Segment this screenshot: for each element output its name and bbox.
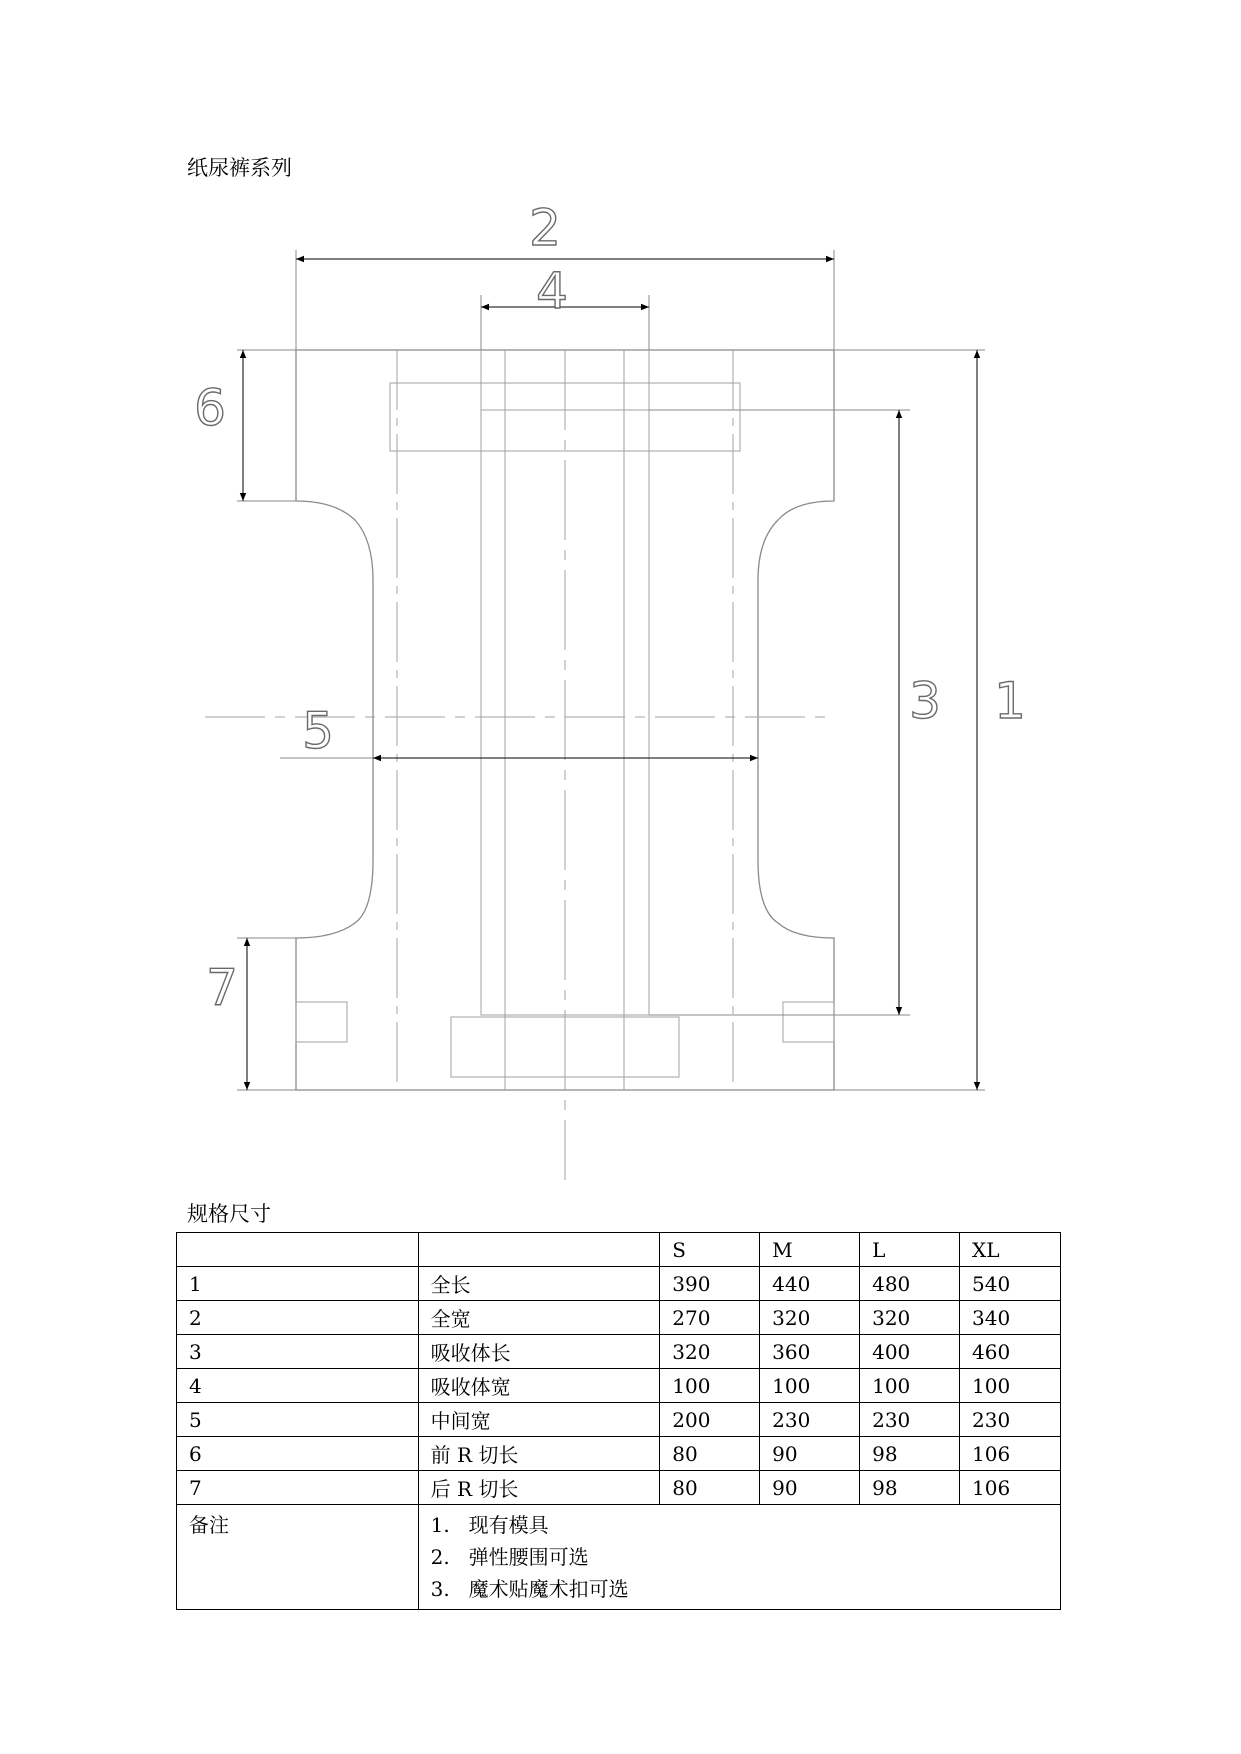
note-item: [431, 1541, 1048, 1573]
header-cell-xl: XL: [960, 1233, 1061, 1267]
value-l: 480: [860, 1267, 960, 1301]
value-s: 80: [660, 1471, 760, 1505]
row-name: 全宽: [418, 1301, 660, 1335]
spec-section-title: 规格尺寸: [187, 1202, 271, 1226]
dim-label-1: 1: [994, 672, 1026, 730]
table-row: [177, 1267, 1061, 1301]
value-xl: 460: [960, 1335, 1061, 1369]
notes-label: 备注: [177, 1505, 419, 1610]
row-number: 5: [177, 1403, 419, 1437]
dim-label-6: 6: [194, 379, 226, 437]
value-l: 400: [860, 1335, 960, 1369]
note-text: 弹性腰围可选: [468, 1545, 589, 1569]
value-s: 390: [660, 1267, 760, 1301]
page-title: 纸尿裤系列: [187, 156, 292, 180]
table-row: [177, 1403, 1061, 1437]
dim-label-4: 4: [536, 262, 568, 320]
value-l: 230: [860, 1403, 960, 1437]
value-s: 270: [660, 1301, 760, 1335]
header-cell-s: S: [660, 1233, 760, 1267]
dim-label-5: 5: [302, 702, 334, 760]
value-l: 100: [860, 1369, 960, 1403]
notes-cell: [418, 1505, 1060, 1610]
row-name: 后 R 切长: [418, 1471, 660, 1505]
value-m: 100: [760, 1369, 860, 1403]
table-row: [177, 1369, 1061, 1403]
note-item: [431, 1573, 1048, 1605]
value-xl: 340: [960, 1301, 1061, 1335]
value-m: 90: [760, 1437, 860, 1471]
inner-vertical-lines: [397, 350, 733, 1180]
header-row: [177, 1233, 1061, 1267]
note-text: 现有模具: [468, 1513, 549, 1537]
header-cell-l: L: [860, 1233, 960, 1267]
value-s: 200: [660, 1403, 760, 1437]
note-item: [431, 1509, 1048, 1541]
value-m: 360: [760, 1335, 860, 1369]
row-name: 吸收体宽: [418, 1369, 660, 1403]
header-cell: [418, 1233, 660, 1267]
value-l: 320: [860, 1301, 960, 1335]
row-number: 7: [177, 1471, 419, 1505]
value-xl: 106: [960, 1437, 1061, 1471]
value-l: 98: [860, 1471, 960, 1505]
row-number: 2: [177, 1301, 419, 1335]
row-name: 吸收体长: [418, 1335, 660, 1369]
row-name: 中间宽: [418, 1403, 660, 1437]
row-number: 6: [177, 1437, 419, 1471]
table-row: [177, 1471, 1061, 1505]
row-name: 全长: [418, 1267, 660, 1301]
row-number: 4: [177, 1369, 419, 1403]
left-side-tab: [296, 1002, 347, 1042]
table-row: [177, 1301, 1061, 1335]
spec-table: [176, 1232, 1061, 1610]
value-m: 230: [760, 1403, 860, 1437]
row-name: 前 R 切长: [418, 1437, 660, 1471]
value-l: 98: [860, 1437, 960, 1471]
value-s: 80: [660, 1437, 760, 1471]
value-xl: 100: [960, 1369, 1061, 1403]
value-s: 320: [660, 1335, 760, 1369]
note-number: 2.: [430, 1545, 450, 1569]
value-m: 320: [760, 1301, 860, 1335]
row-number: 1: [177, 1267, 419, 1301]
table-row: [177, 1335, 1061, 1369]
dimension-lines: [243, 259, 977, 1090]
dim-label-7: 7: [206, 959, 238, 1017]
note-number: 1.: [430, 1513, 450, 1537]
value-xl: 106: [960, 1471, 1061, 1505]
table-row: [177, 1437, 1061, 1471]
header-cell-m: M: [760, 1233, 860, 1267]
dim-label-3: 3: [909, 672, 941, 730]
value-m: 440: [760, 1267, 860, 1301]
dim-label-2: 2: [529, 199, 561, 257]
notes-row: [177, 1505, 1061, 1610]
right-side-tab: [783, 1002, 834, 1042]
note-text: 魔术贴魔术扣可选: [468, 1577, 629, 1601]
value-xl: 230: [960, 1403, 1061, 1437]
note-number: 3.: [430, 1577, 450, 1601]
value-s: 100: [660, 1369, 760, 1403]
value-m: 90: [760, 1471, 860, 1505]
row-number: 3: [177, 1335, 419, 1369]
value-xl: 540: [960, 1267, 1061, 1301]
notes-list: [431, 1505, 1048, 1609]
header-cell: [177, 1233, 419, 1267]
